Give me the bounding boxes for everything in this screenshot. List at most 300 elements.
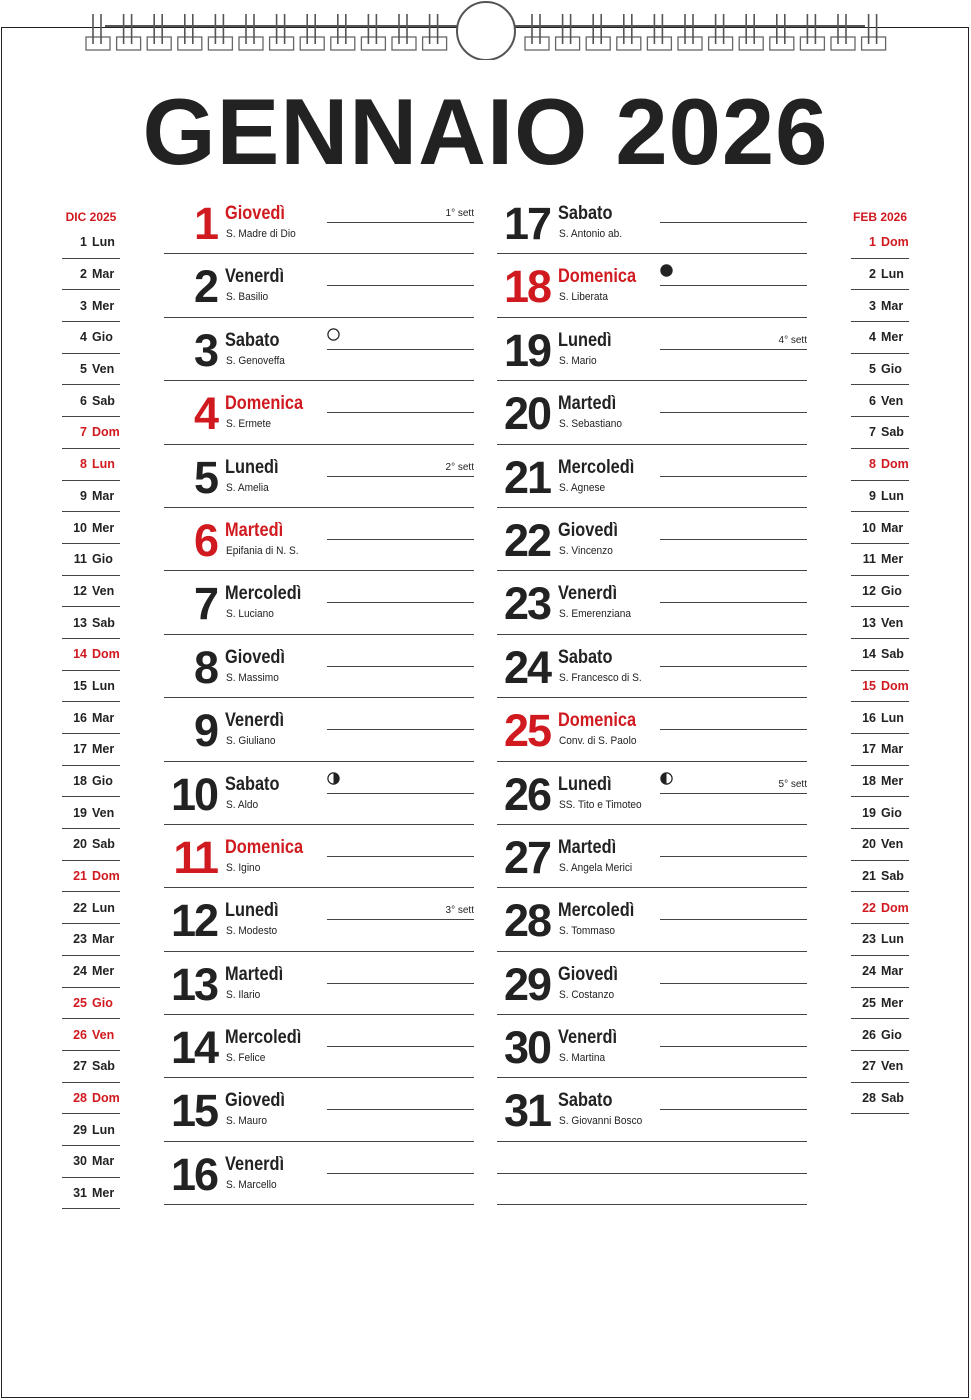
mini-day-number: 5: [80, 362, 87, 377]
week-number: 1° sett: [445, 208, 474, 219]
mini-day-number: 11: [862, 552, 876, 567]
saint-name: S. Genoveffa: [226, 354, 285, 367]
mini-day-number: 27: [73, 1059, 87, 1074]
mini-day-number: 7: [80, 425, 87, 440]
new-moon-icon: [660, 264, 673, 277]
mini-day-name: Gio: [92, 774, 113, 789]
day-row: [497, 445, 807, 508]
mini-day-name: Mer: [881, 995, 904, 1010]
day-row: [164, 825, 474, 888]
mini-calendar-day: [851, 1051, 909, 1083]
mini-calendar-day: [62, 607, 120, 639]
week-number: 5° sett: [778, 778, 807, 790]
mini-day-name: Ven: [881, 393, 904, 408]
first-quarter-moon-icon: [660, 772, 673, 785]
mini-calendar-day: [851, 417, 909, 449]
mini-day-name: Lun: [92, 1122, 115, 1137]
note-line[interactable]: [327, 539, 474, 540]
day-row: [497, 254, 807, 317]
saint-name: S. Angela Merici: [559, 861, 633, 874]
mini-calendar-day: [62, 1114, 120, 1146]
note-line[interactable]: [327, 729, 474, 730]
day-row: [497, 825, 807, 888]
day-row: [497, 1078, 807, 1141]
weekday-name: Giovedì: [225, 1090, 285, 1112]
saint-name: S. Igino: [226, 861, 261, 874]
note-line[interactable]: [327, 222, 474, 223]
mini-calendar-day: [851, 449, 909, 481]
mini-day-number: 27: [862, 1059, 876, 1074]
saint-name: S. Modesto: [226, 925, 278, 938]
day-number: 7: [193, 578, 217, 630]
mini-day-number: 5: [869, 362, 876, 377]
note-line[interactable]: [327, 476, 474, 477]
mini-day-name: Lun: [92, 900, 115, 915]
mini-calendar-day: [62, 290, 120, 322]
spiral-binding: [0, 0, 971, 60]
mini-day-name: Gio: [881, 583, 902, 598]
saint-name: S. Agnese: [559, 481, 606, 494]
saint-name: S. Costanzo: [559, 988, 615, 1001]
mini-day-number: 17: [862, 742, 876, 757]
mini-day-name: Gio: [881, 362, 902, 377]
mini-day-number: 20: [862, 837, 876, 852]
mini-calendar-day: [62, 354, 120, 386]
mini-calendar-day: [62, 512, 120, 544]
mini-day-number: 13: [862, 615, 876, 630]
mini-day-number: 18: [862, 774, 876, 789]
day-row: [497, 1015, 807, 1078]
day-number: 18: [503, 261, 550, 313]
mini-day-number: 26: [862, 1027, 876, 1042]
mini-calendar-day: [62, 924, 120, 956]
mini-day-name: Mer: [92, 1185, 115, 1200]
mini-calendar-day: [62, 829, 120, 861]
mini-calendar-day: [62, 1146, 120, 1178]
days-column-left: [164, 191, 474, 1205]
mini-day-number: 28: [862, 1090, 876, 1105]
weekday-name: Sabato: [225, 773, 280, 795]
saint-name: S. Martina: [559, 1052, 606, 1065]
mini-day-name: Dom: [92, 425, 120, 440]
note-line[interactable]: [327, 1109, 474, 1110]
note-line[interactable]: [660, 285, 807, 286]
weekday-name: Giovedì: [558, 963, 618, 985]
mini-calendar-day: [851, 829, 909, 861]
mini-day-number: 25: [73, 995, 87, 1010]
mini-day-number: 24: [862, 964, 876, 979]
day-number: 12: [170, 895, 217, 947]
mini-day-number: 29: [73, 1122, 87, 1137]
hanging-hole: [457, 2, 515, 60]
note-line[interactable]: [327, 1173, 474, 1174]
note-line[interactable]: [327, 666, 474, 667]
day-row: [164, 1015, 474, 1078]
weekday-name: Mercoledì: [225, 583, 302, 605]
note-line[interactable]: [327, 602, 474, 603]
mini-day-number: 8: [869, 457, 876, 472]
saint-name: S. Vincenzo: [559, 544, 613, 557]
mini-day-number: 12: [73, 583, 87, 598]
day-number: 25: [503, 705, 550, 757]
saint-name: S. Marcello: [226, 1178, 277, 1191]
day-number: 13: [170, 958, 217, 1010]
mini-calendar-day: [851, 227, 909, 259]
mini-day-number: 9: [80, 488, 87, 503]
mini-day-number: 22: [862, 900, 876, 915]
mini-calendar-day: [851, 481, 909, 513]
day-number: 29: [503, 958, 550, 1010]
mini-day-number: 11: [73, 552, 87, 567]
note-line[interactable]: [327, 285, 474, 286]
day-row: [497, 888, 807, 951]
days-column-right: [497, 191, 807, 1205]
mini-day-number: 9: [869, 488, 876, 503]
mini-day-name: Ven: [92, 583, 115, 598]
mini-calendar-day: [62, 322, 120, 354]
mini-day-name: Ven: [881, 615, 904, 630]
note-line[interactable]: [660, 539, 807, 540]
mini-calendar-day: [62, 734, 120, 766]
day-row: [497, 571, 807, 634]
day-number: 26: [503, 768, 550, 820]
mini-day-name: Mar: [881, 298, 904, 313]
mini-day-name: Dom: [92, 869, 120, 884]
saint-name: S. Basilio: [226, 291, 269, 304]
day-row: [497, 191, 807, 254]
saint-name: S. Massimo: [226, 671, 279, 684]
day-row: [164, 635, 474, 698]
saint-name: S. Ermete: [226, 418, 271, 431]
mini-calendar-day: [851, 639, 909, 671]
day-number: 4: [193, 388, 217, 440]
mini-calendar-day: [62, 1083, 120, 1115]
mini-day-number: 2: [80, 267, 87, 282]
mini-day-number: 6: [869, 393, 876, 408]
day-number: 14: [170, 1022, 217, 1074]
weekday-name: Martedì: [558, 393, 617, 415]
mini-day-number: 25: [862, 995, 876, 1010]
mini-day-name: Gio: [92, 995, 113, 1010]
mini-day-number: 21: [862, 869, 876, 884]
mini-day-number: 7: [869, 425, 876, 440]
note-line[interactable]: [660, 983, 807, 984]
day-row: [164, 952, 474, 1015]
day-number: 3: [193, 324, 217, 376]
day-row: [497, 318, 807, 381]
mini-calendar-day: [62, 797, 120, 829]
mini-day-number: 19: [73, 805, 87, 820]
weekday-name: Mercoledì: [558, 900, 635, 922]
mini-calendar-day: [851, 322, 909, 354]
mini-calendar-header: FEB 2026: [852, 210, 908, 224]
weekday-name: Lunedì: [225, 456, 279, 478]
mini-day-number: 10: [862, 520, 876, 535]
day-number: 11: [173, 831, 217, 883]
note-line[interactable]: [660, 349, 807, 350]
weekday-name: Venerdì: [558, 583, 618, 605]
mini-calendar-day: [62, 576, 120, 608]
saint-name: S. Giovanni Bosco: [559, 1115, 643, 1128]
mini-day-number: 23: [73, 932, 87, 947]
mini-day-number: 21: [73, 869, 87, 884]
mini-day-name: Ven: [881, 1059, 904, 1074]
mini-day-name: Ven: [92, 362, 115, 377]
mini-calendar-day: [851, 861, 909, 893]
weekday-name: Domenica: [558, 266, 637, 288]
mini-day-name: Sab: [881, 869, 904, 884]
day-row: [497, 698, 807, 761]
saint-name: S. Aldo: [226, 798, 259, 811]
day-number: 2: [193, 261, 217, 313]
mini-day-name: Sab: [881, 1090, 904, 1105]
day-row: [164, 445, 474, 508]
mini-calendar-day: [851, 892, 909, 924]
mini-day-name: Sab: [92, 837, 115, 852]
mini-day-name: Mar: [92, 710, 115, 725]
note-line[interactable]: [660, 602, 807, 603]
mini-day-number: 23: [862, 932, 876, 947]
mini-calendar-day: [851, 385, 909, 417]
day-number: 20: [503, 388, 550, 440]
mini-day-number: 2: [869, 267, 876, 282]
mini-day-name: Sab: [92, 393, 115, 408]
mini-day-name: Ven: [92, 1027, 115, 1042]
mini-day-number: 19: [862, 805, 876, 820]
weekday-name: Mercoledì: [558, 456, 635, 478]
mini-calendar-day: [851, 544, 909, 576]
mini-day-number: 30: [73, 1154, 87, 1169]
mini-day-name: Lun: [881, 267, 904, 282]
mini-day-name: Mer: [92, 298, 115, 313]
day-row: [164, 254, 474, 317]
mini-day-name: Mar: [92, 932, 115, 947]
full-moon-icon: [327, 328, 340, 341]
weekday-name: Sabato: [558, 1090, 613, 1112]
mini-calendar-day: [62, 417, 120, 449]
day-row: [497, 635, 807, 698]
weekday-name: Venerdì: [225, 710, 285, 732]
saint-name: S. Tommaso: [559, 925, 616, 938]
mini-day-number: 31: [73, 1185, 87, 1200]
note-line[interactable]: [660, 729, 807, 730]
mini-calendar-next-month: [851, 207, 909, 1114]
mini-day-number: 14: [862, 647, 876, 662]
day-row: [497, 762, 807, 825]
mini-calendar-day: [62, 449, 120, 481]
mini-calendar-day: [851, 702, 909, 734]
mini-day-number: 14: [73, 647, 87, 662]
note-line[interactable]: [327, 856, 474, 857]
mini-calendar-day: [62, 892, 120, 924]
mini-calendar-day: [62, 766, 120, 798]
weekday-name: Sabato: [225, 329, 280, 351]
mini-day-name: Mer: [92, 742, 115, 757]
saint-name: S. Luciano: [226, 608, 274, 621]
note-line[interactable]: [497, 1173, 807, 1174]
day-number: 28: [503, 895, 550, 947]
note-line[interactable]: [660, 1109, 807, 1110]
day-number: 8: [193, 641, 217, 693]
mini-calendar-day: [62, 481, 120, 513]
mini-day-number: 15: [73, 678, 87, 693]
mini-calendar-day: [851, 797, 909, 829]
note-line[interactable]: [327, 1046, 474, 1047]
note-line[interactable]: [660, 476, 807, 477]
mini-day-number: 15: [862, 678, 876, 693]
mini-day-name: Mer: [881, 552, 904, 567]
mini-day-name: Dom: [92, 1090, 120, 1105]
mini-calendar-day: [62, 1051, 120, 1083]
mini-calendar-day: [62, 956, 120, 988]
mini-day-name: Dom: [92, 647, 120, 662]
mini-calendar-day: [851, 734, 909, 766]
mini-day-name: Lun: [881, 932, 904, 947]
mini-day-name: Gio: [92, 552, 113, 567]
mini-day-name: Gio: [881, 805, 902, 820]
note-line[interactable]: [660, 222, 807, 223]
day-number: 17: [503, 198, 550, 249]
day-number: 19: [503, 324, 550, 376]
note-line[interactable]: [327, 793, 474, 794]
mini-calendar-day: [851, 1083, 909, 1115]
mini-day-name: Mar: [92, 267, 115, 282]
mini-day-number: 28: [73, 1090, 87, 1105]
weekday-name: Venerdì: [225, 266, 285, 288]
mini-calendar-day: [62, 227, 120, 259]
mini-day-name: Mar: [881, 520, 904, 535]
mini-calendar-day: [851, 259, 909, 291]
week-number: 4° sett: [778, 334, 807, 346]
weekday-name: Domenica: [558, 710, 637, 732]
empty-day-row: [497, 1142, 807, 1205]
weekday-name: Lunedì: [558, 773, 612, 795]
day-row: [164, 888, 474, 951]
mini-day-number: 16: [862, 710, 876, 725]
weekday-name: Lunedì: [225, 900, 279, 922]
mini-day-number: 16: [73, 710, 87, 725]
mini-day-number: 17: [73, 742, 87, 757]
mini-calendar-day: [851, 354, 909, 386]
mini-day-name: Lun: [92, 235, 115, 250]
mini-calendar-day: [62, 1019, 120, 1051]
mini-day-name: Sab: [92, 1059, 115, 1074]
day-number: 31: [503, 1085, 550, 1137]
mini-day-number: 20: [73, 837, 87, 852]
day-number: 15: [170, 1085, 217, 1137]
mini-day-number: 4: [80, 330, 87, 345]
note-line[interactable]: [660, 856, 807, 857]
mini-calendar-day: [62, 259, 120, 291]
mini-day-name: Dom: [881, 678, 909, 693]
note-line[interactable]: [327, 983, 474, 984]
note-line[interactable]: [660, 919, 807, 920]
mini-day-name: Mar: [881, 742, 904, 757]
day-row: [164, 1142, 474, 1205]
calendar-page-frame: [1, 27, 969, 1398]
mini-calendar-day: [62, 544, 120, 576]
mini-calendar-day: [851, 576, 909, 608]
note-line[interactable]: [660, 412, 807, 413]
saint-name: S. Francesco di S.: [559, 671, 642, 684]
mini-calendar-day: [62, 385, 120, 417]
saint-name: S. Antonio ab.: [559, 228, 623, 240]
day-row: [164, 698, 474, 761]
day-number: 10: [170, 768, 217, 820]
day-number: 27: [503, 831, 550, 883]
mini-calendar-header: DIC 2025: [65, 210, 117, 224]
saint-name: S. Liberata: [559, 291, 608, 304]
day-number: 5: [193, 451, 217, 503]
mini-day-name: Mer: [92, 964, 115, 979]
note-line[interactable]: [660, 1046, 807, 1047]
day-number: 16: [170, 1148, 217, 1200]
day-row: [164, 1078, 474, 1141]
note-line[interactable]: [327, 349, 474, 350]
note-line[interactable]: [660, 666, 807, 667]
weekday-name: Giovedì: [225, 646, 285, 668]
saint-name: Epifania di N. S.: [226, 544, 299, 557]
mini-calendar-day: [62, 1178, 120, 1210]
mini-day-name: Lun: [881, 488, 904, 503]
week-number: 3° sett: [445, 905, 474, 917]
saint-name: S. Amelia: [226, 481, 269, 494]
mini-calendar-day: [851, 1019, 909, 1051]
mini-day-number: 3: [869, 298, 876, 313]
mini-day-name: Dom: [881, 900, 909, 915]
mini-calendar-day: [851, 956, 909, 988]
day-row: [164, 191, 474, 254]
mini-day-name: Ven: [881, 837, 904, 852]
day-row: [164, 571, 474, 634]
mini-day-number: 24: [73, 964, 87, 979]
weekday-name: Giovedì: [225, 203, 285, 224]
saint-name: S. Sebastiano: [559, 418, 623, 431]
day-row: [164, 381, 474, 444]
mini-day-number: 18: [73, 774, 87, 789]
mini-day-number: 1: [869, 235, 876, 250]
mini-calendar-day: [62, 861, 120, 893]
note-line[interactable]: [327, 919, 474, 920]
day-row: [164, 762, 474, 825]
mini-day-name: Mer: [881, 774, 904, 789]
mini-day-name: Lun: [881, 710, 904, 725]
mini-calendar-day: [851, 988, 909, 1020]
note-line[interactable]: [327, 412, 474, 413]
mini-day-name: Gio: [881, 1027, 902, 1042]
mini-calendar-day: [62, 702, 120, 734]
mini-day-number: 3: [80, 298, 87, 313]
mini-day-name: Ven: [92, 805, 115, 820]
mini-day-name: Gio: [92, 330, 113, 345]
mini-calendar-day: [851, 924, 909, 956]
mini-day-name: Mer: [881, 330, 904, 345]
mini-calendar-day: [851, 290, 909, 322]
saint-name: S. Felice: [226, 1052, 266, 1065]
weekday-name: Venerdì: [558, 1027, 618, 1049]
mini-day-number: 13: [73, 615, 87, 630]
mini-day-number: 1: [80, 235, 87, 250]
weekday-name: Sabato: [558, 203, 613, 224]
week-number: 2° sett: [445, 461, 474, 473]
saint-name: S. Ilario: [226, 988, 261, 1001]
mini-day-name: Lun: [92, 457, 115, 472]
day-number: 21: [503, 451, 550, 503]
note-line[interactable]: [660, 793, 807, 794]
mini-calendar-day: [62, 988, 120, 1020]
mini-day-number: 26: [73, 1027, 87, 1042]
mini-day-number: 6: [80, 393, 87, 408]
